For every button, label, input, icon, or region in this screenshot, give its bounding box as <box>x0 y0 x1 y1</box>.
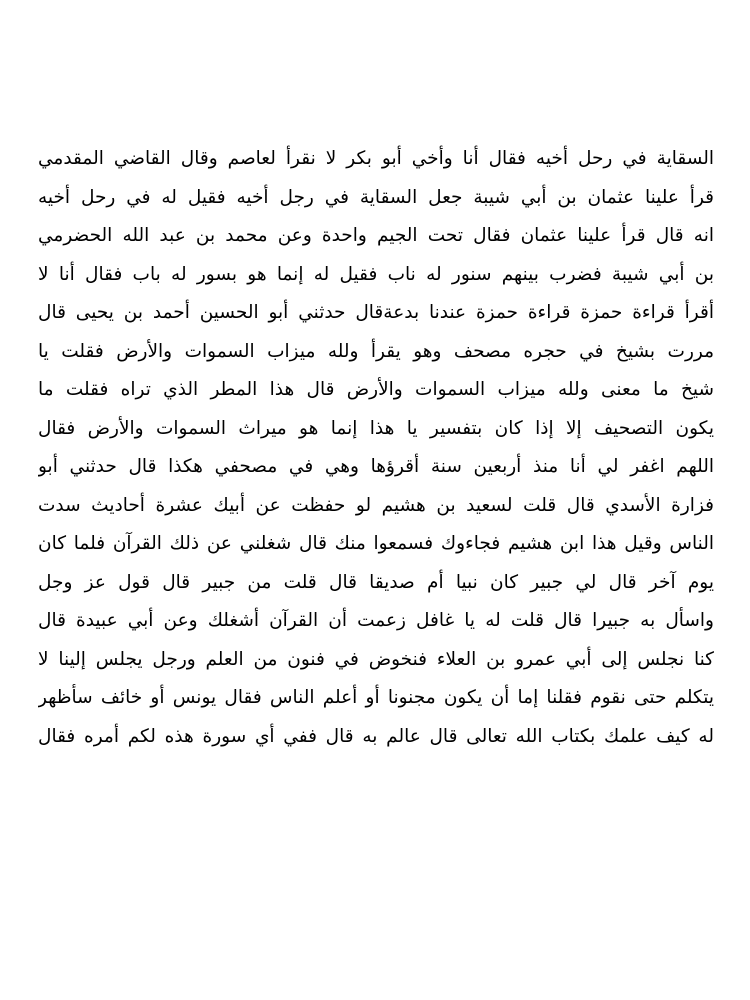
text-line: يتكلم حتى نقوم فقلنا إما أن يكون مجنونا أو أعلم الناس فقال يونس أو خائف سأظهر <box>38 687 714 708</box>
text-line: الناس وقيل هذا ابن هشيم فجاءوك فسمعوا منك قال شغلني عن ذلك القرآن فلما كان <box>38 533 714 554</box>
text-line: مررت بشيخ في حجره مصحف وهو يقرأ ولله ميزاب السموات والأرض فقلت يا <box>38 340 714 362</box>
text-line: انه قال قرأ علينا عثمان فقال تحت الجيم واحدة وعن محمد بن عبد الله الحضرمي <box>38 225 714 246</box>
text-line: قرأ علينا عثمان بن أبي شيبة جعل السقاية في رجل أخيه فقيل له في رحل أخيه <box>38 186 714 208</box>
arabic-text-body <box>38 140 714 756</box>
text-line: واسأل به جبيرا قال قلت له يا غافل زعمت أن القرآن أشغلك وعن أبي عبيدة قال <box>38 610 714 631</box>
text-line: يوم آخر قال لي جبير كان نبيا أم صديقا قال قلت من جبير قال قول عز وجل <box>38 571 714 593</box>
text-line: فزارة الأسدي قال قلت لسعيد بن هشيم لو حفظت عن أبيك عشرة أحاديث سدت <box>38 494 714 516</box>
text-line: كنا نجلس إلى أبي عمرو بن العلاء فنخوض في فنون من العلم ورجل يجلس إلينا لا <box>38 648 714 670</box>
text-line: يكون التصحيف إلا إذا كان بتفسير يا هذا إنما هو ميراث السموات والأرض فقال <box>38 417 714 439</box>
text-line: اللهم اغفر لي أنا منذ أربعين سنة أقرؤها وهي في مصحفي هكذا قال حدثني أبو <box>38 456 714 477</box>
text-line: السقاية في رحل أخيه فقال أنا وأخي أبو بكر لا نقرأ لعاصم وقال القاضي المقدمي <box>38 148 714 169</box>
text-line: له كيف علمك بكتاب الله تعالى قال عالم به قال ففي أي سورة هذه لكم أمره فقال <box>38 725 714 747</box>
text-line: شيخ ما معنى ولله ميزاب السموات والأرض قال هذا المطر الذي تراه فقلت ما <box>38 379 714 400</box>
text-line: بن أبي شيبة فضرب بينهم سنور له ناب فقيل له إنما هو بسور له باب فقال أنا لا <box>38 263 714 285</box>
text-line: أقرأ قراءة حمزة قراءة حمزة عندنا بدعةقال حدثني أبو الحسين أحمد بن يحيى قال <box>38 302 714 323</box>
